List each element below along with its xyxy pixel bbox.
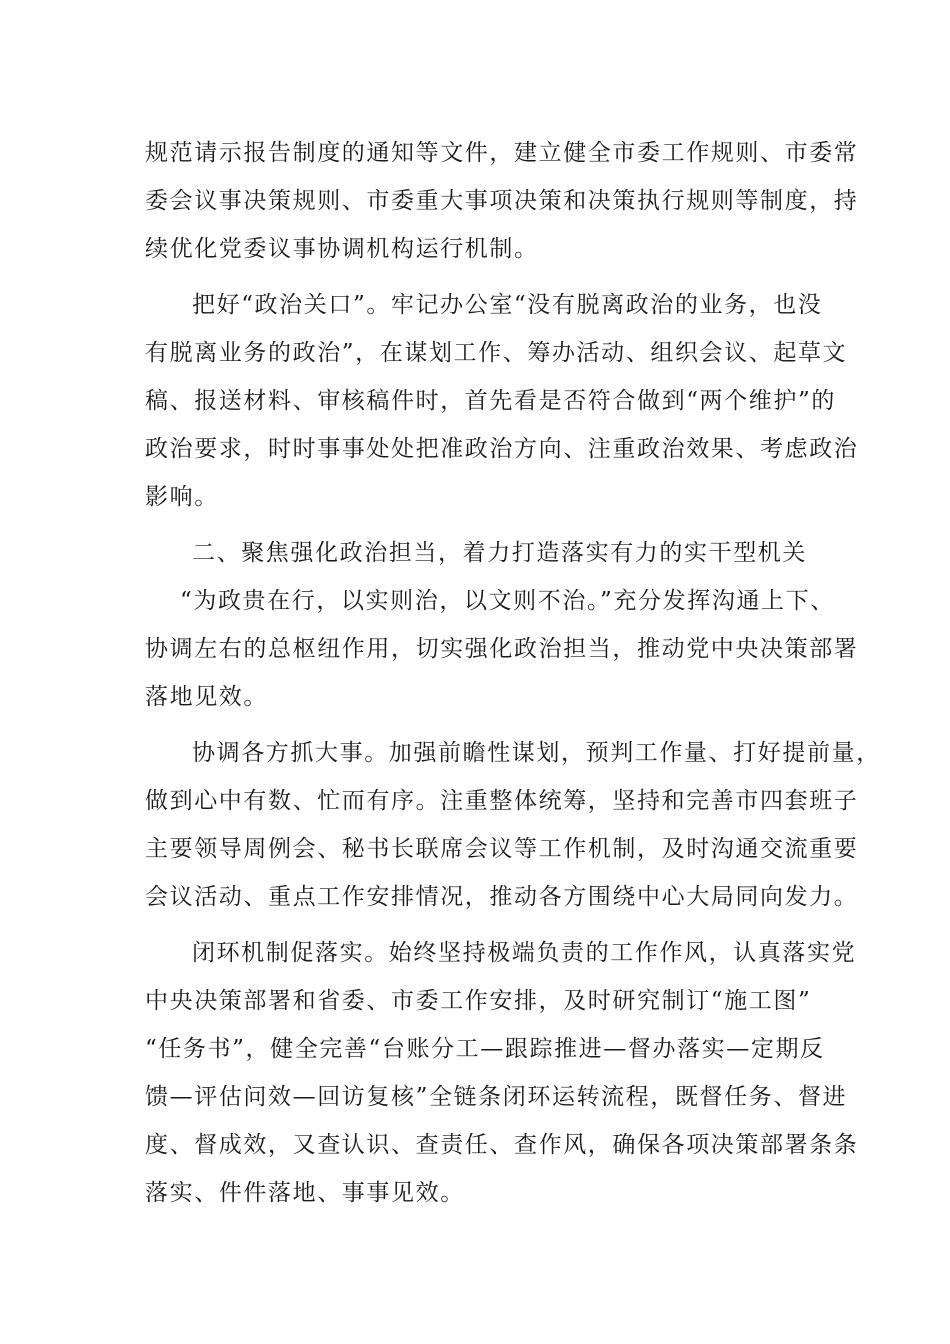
text-line: 馈—评估问效—回访复核”全链条闭环运转流程，既督任务、督进 <box>145 1084 848 1110</box>
text-line: 委会议事决策规则、市委重大事项决策和决策执行规则等制度，持 <box>145 188 859 214</box>
text-line: 稿、报送材料、审核稿件时，首先看是否符合做到“两个维护”的 <box>145 388 836 414</box>
text-line: 规范请示报告制度的通知等文件，建立健全市委工作规则、市委常 <box>145 140 859 166</box>
text-line: 协调左右的总枢纽作用，切实强化政治担当，推动党中央决策部署 <box>145 636 859 662</box>
text-line: 会议活动、重点工作安排情况，推动各方围绕中心大局同向发力。 <box>145 884 859 910</box>
section-heading: 二、聚焦强化政治担当，着力打造落实有力的实干型机关 <box>192 540 807 566</box>
text-line: 影响。 <box>145 484 219 510</box>
text-line: 续优化党委议事协调机构运行机制。 <box>145 236 539 262</box>
text-line: 做到心中有数、忙而有序。注重整体统筹，坚持和完善市四套班子 <box>145 788 859 814</box>
quote-line: “为政贵在行，以实则治，以文则不治。”充分发挥沟通上下、 <box>180 588 835 614</box>
text-line: 度、督成效，又查认识、查责任、查作风，确保各项决策部署条条 <box>145 1132 859 1158</box>
paragraph-heading-line: 协调各方抓大事。加强前瞻性谋划，预判工作量、打好提前量， <box>192 740 881 766</box>
paragraph-heading-line: 把好“政治关口”。牢记办公室“没有脱离政治的业务，也没 <box>192 292 823 318</box>
text-line: “任务书”，健全完善“台账分工—跟踪推进—督办落实—定期反 <box>145 1036 825 1062</box>
text-line: 主要领导周例会、秘书长联席会议等工作机制，及时沟通交流重要 <box>145 836 859 862</box>
text-line: 落实、件件落地、事事见效。 <box>145 1180 465 1206</box>
text-line: 政治要求，时时事事处处把准政治方向、注重政治效果、考虑政治 <box>145 436 859 462</box>
text-line: 有脱离业务的政治”，在谋划工作、筹办活动、组织会议、起草文 <box>145 340 848 366</box>
paragraph-heading-line: 闭环机制促落实。始终坚持极端负责的工作作风，认真落实党 <box>192 940 857 966</box>
text-line: 落地见效。 <box>145 684 268 710</box>
text-line: 中央决策部署和省委、市委工作安排，及时研究制订“施工图” <box>145 988 812 1014</box>
